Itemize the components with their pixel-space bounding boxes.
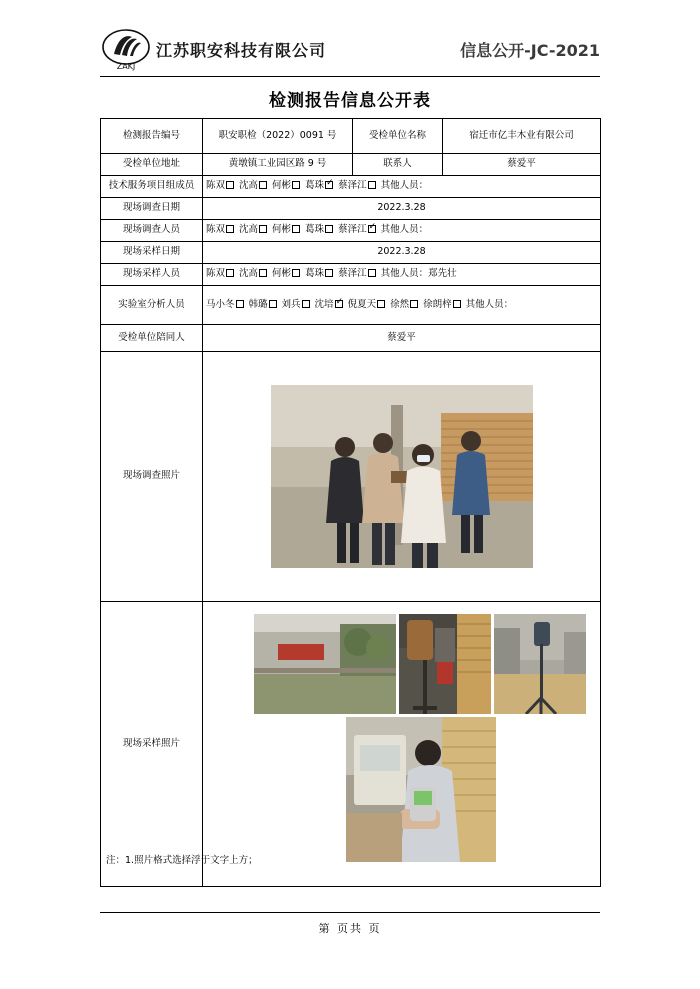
sample-staff-value <box>203 264 601 286</box>
checkbox-checked-icon[interactable] <box>335 300 343 308</box>
sample-photo-2 <box>399 614 491 714</box>
person-checkbox-item[interactable] <box>272 180 301 193</box>
person-name: 陈双 <box>206 268 226 280</box>
checkbox-icon[interactable] <box>410 300 418 308</box>
sample-date-value: 2022.3.28 <box>203 242 601 264</box>
person-name: 沈高 <box>239 224 259 236</box>
person-name: 马小冬 <box>206 298 235 310</box>
tech-team-value <box>203 176 601 198</box>
sample-photo-label: 现场采样照片 <box>101 602 203 887</box>
report-no-value: 职安职检（2022）0091 号 <box>203 119 353 154</box>
client-name-label: 受检单位名称 <box>353 119 443 154</box>
survey-photo-label: 现场调查照片 <box>101 352 203 602</box>
person-checkbox-item[interactable] <box>423 299 462 312</box>
person-checkbox-item[interactable] <box>272 268 301 281</box>
table-row <box>101 220 601 242</box>
person-name: 蔡泽江 <box>338 180 367 192</box>
checkbox-icon[interactable] <box>325 269 333 277</box>
tech-team-label: 技术服务项目组成员 <box>101 176 203 198</box>
person-checkbox-item[interactable] <box>206 299 245 312</box>
person-name: 葛珠 <box>305 180 325 192</box>
person-name: 陈双 <box>206 224 226 236</box>
header-company-name: 江苏职安科技有限公司 <box>156 41 327 60</box>
person-checkbox-item[interactable] <box>239 224 268 237</box>
checkbox-icon[interactable] <box>368 269 376 277</box>
person-name: 刘兵 <box>281 298 301 310</box>
checkbox-icon[interactable] <box>259 269 267 277</box>
accompany-label: 受检单位陪同人 <box>101 325 203 352</box>
person-name: 蔡泽江 <box>338 268 367 280</box>
info-table <box>100 118 601 887</box>
svg-text:ZAKJ: ZAKJ <box>116 62 136 71</box>
person-name: 沈高 <box>239 180 259 192</box>
checkbox-icon[interactable] <box>226 269 234 277</box>
person-checkbox-item[interactable] <box>239 180 268 193</box>
table-row <box>101 286 601 325</box>
checkbox-icon[interactable] <box>259 181 267 189</box>
sample-photo-1 <box>254 614 396 714</box>
document-header <box>100 28 600 74</box>
checkbox-icon[interactable] <box>226 181 234 189</box>
person-checkbox-item[interactable] <box>239 268 268 281</box>
person-name: 葛珠 <box>305 224 325 236</box>
checkbox-icon[interactable] <box>368 181 376 189</box>
info-table-wrapper <box>100 118 600 887</box>
lab-staff-label: 实验室分析人员 <box>101 286 203 325</box>
person-name: 何彬 <box>272 180 292 192</box>
table-row <box>101 264 601 286</box>
checkbox-icon[interactable] <box>292 181 300 189</box>
person-name: 蔡泽江 <box>338 224 367 236</box>
checkbox-icon[interactable] <box>453 300 461 308</box>
sample-date-label: 现场采样日期 <box>101 242 203 264</box>
report-no-label: 检测报告编号 <box>101 119 203 154</box>
footer-divider <box>100 912 600 913</box>
table-note: 注：1.照片格式选择浮于文字上方； <box>106 855 258 866</box>
person-checkbox-item[interactable] <box>390 299 419 312</box>
person-name: 韩璐 <box>248 298 268 310</box>
client-name-value: 宿迁市亿丰木业有限公司 <box>443 119 601 154</box>
survey-photo-cell <box>203 352 601 602</box>
person-name: 沈培 <box>314 298 334 310</box>
checkbox-icon[interactable] <box>292 225 300 233</box>
page-footer: 第 页共 页 <box>318 922 382 935</box>
person-name: 徐朗梓 <box>423 298 452 310</box>
other-personnel-label: 其他人员： <box>465 298 514 310</box>
checkbox-icon[interactable] <box>236 300 244 308</box>
accompany-value: 蔡爱平 <box>203 325 601 352</box>
person-checkbox-item[interactable] <box>206 180 235 193</box>
person-checkbox-item[interactable] <box>338 180 377 193</box>
person-checkbox-item[interactable] <box>348 299 387 312</box>
company-logo-icon <box>100 28 152 72</box>
other-personnel-label: 其他人员： <box>380 224 429 236</box>
person-checkbox-item[interactable] <box>305 224 334 237</box>
checkbox-icon[interactable] <box>269 300 277 308</box>
sample-photo-4 <box>346 717 496 862</box>
person-name: 何彬 <box>272 224 292 236</box>
header-doc-code: 信息公开-JC-2021 <box>460 41 600 60</box>
survey-staff-value <box>203 220 601 242</box>
person-checkbox-item[interactable] <box>338 268 377 281</box>
table-row <box>101 602 601 887</box>
person-checkbox-item[interactable] <box>206 224 235 237</box>
person-checkbox-item[interactable] <box>315 299 344 312</box>
checkbox-icon[interactable] <box>292 269 300 277</box>
person-checkbox-item[interactable] <box>338 224 377 237</box>
table-row <box>101 176 601 198</box>
sample-staff-label: 现场采样人员 <box>101 264 203 286</box>
checkbox-icon[interactable] <box>259 225 267 233</box>
person-checkbox-item[interactable] <box>305 268 334 281</box>
person-name: 陈双 <box>206 180 226 192</box>
table-row <box>101 352 601 602</box>
sample-photo-cell <box>203 602 601 887</box>
person-name: 徐然 <box>390 298 410 310</box>
contact-value: 蔡爱平 <box>443 154 601 176</box>
table-row <box>101 119 601 154</box>
person-checkbox-item[interactable] <box>282 299 311 312</box>
other-personnel-label: 其他人员：郑先壮 <box>380 268 457 280</box>
page-title: 检测报告信息公开表 <box>269 91 431 111</box>
sample-photo-3 <box>494 614 586 714</box>
client-address-value: 黄墩镇工业园区路 9 号 <box>203 154 353 176</box>
person-name: 沈高 <box>239 268 259 280</box>
lab-staff-value <box>203 286 601 325</box>
person-name: 葛珠 <box>305 268 325 280</box>
person-checkbox-item[interactable] <box>249 299 278 312</box>
survey-photo-1 <box>271 385 533 568</box>
checkbox-icon[interactable] <box>325 225 333 233</box>
contact-label: 联系人 <box>353 154 443 176</box>
survey-staff-label: 现场调查人员 <box>101 220 203 242</box>
person-name: 倪夏天 <box>347 298 377 310</box>
table-row <box>101 325 601 352</box>
table-row <box>101 154 601 176</box>
survey-date-value: 2022.3.28 <box>203 198 601 220</box>
other-personnel-label: 其他人员： <box>380 180 429 192</box>
person-checkbox-item[interactable] <box>206 268 235 281</box>
client-address-label: 受检单位地址 <box>101 154 203 176</box>
person-name: 何彬 <box>272 268 292 280</box>
person-checkbox-item[interactable] <box>305 180 334 193</box>
table-row <box>101 242 601 264</box>
checkbox-icon[interactable] <box>226 225 234 233</box>
survey-date-label: 现场调查日期 <box>101 198 203 220</box>
header-divider <box>100 76 600 77</box>
checkbox-checked-icon[interactable] <box>325 181 333 189</box>
checkbox-icon[interactable] <box>302 300 310 308</box>
table-row <box>101 198 601 220</box>
checkbox-checked-icon[interactable] <box>368 225 376 233</box>
checkbox-icon[interactable] <box>377 300 385 308</box>
person-checkbox-item[interactable] <box>272 224 301 237</box>
